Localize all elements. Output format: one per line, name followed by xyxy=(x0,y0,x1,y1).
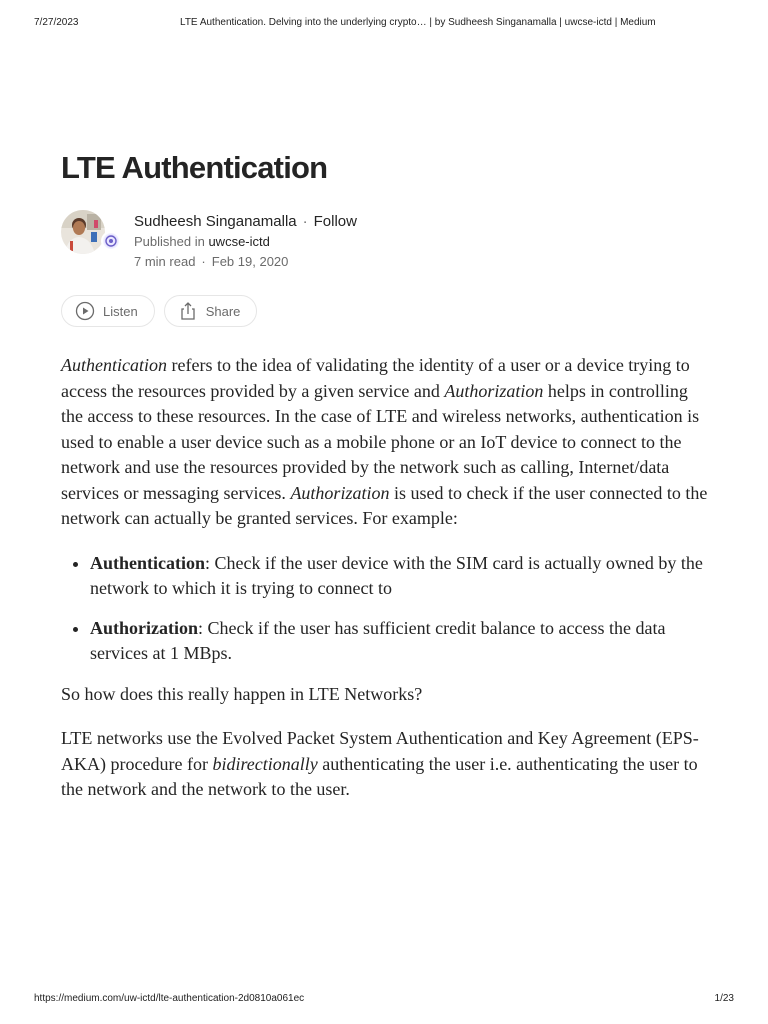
publication-logo[interactable] xyxy=(101,231,121,251)
published-in-label: Published in xyxy=(134,234,205,249)
emphasis-authorization: Authorization xyxy=(444,380,544,401)
print-page-title: LTE Authentication. Delving into the underlying crypto… | by Sudheesh Singanamalla | uwcse-ictd | Medium xyxy=(180,17,656,28)
emphasis-authentication: Authentication xyxy=(61,355,167,375)
list-term: Authorization xyxy=(90,617,198,638)
text-span: LTE networks use the Evolved Packet System Authentication and Key Agreement (EPS-AKA) procedure for xyxy=(61,728,699,774)
print-url: https://medium.com/uw-ictd/lte-authentication-2d0810a061ec xyxy=(34,993,305,1004)
play-icon xyxy=(75,301,95,321)
print-footer xyxy=(0,993,768,1007)
print-date: 7/27/2023 xyxy=(34,17,79,28)
article-actions xyxy=(61,295,257,327)
list-term: Authentication xyxy=(90,552,206,573)
article-meta xyxy=(134,211,357,272)
share-label: Share xyxy=(205,303,241,319)
read-time: 7 min read xyxy=(134,254,196,269)
emphasis-authorization: Authorization xyxy=(290,482,390,503)
publish-date: Feb 19, 2020 xyxy=(211,254,289,269)
paragraph xyxy=(61,353,711,532)
publication-link[interactable]: uwcse-ictd xyxy=(208,234,270,249)
follow-button[interactable]: Follow xyxy=(313,212,357,230)
listen-button[interactable] xyxy=(61,295,155,327)
bullet-list xyxy=(61,551,711,667)
text-span: refers to the idea of validating the identity of a user or a device trying to access the resources provided by a given service and xyxy=(61,355,690,401)
list-text: : Check if the user device with the SIM card is actually owned by the network to which it is trying to connect to xyxy=(90,552,703,598)
text-span: is used to check if the user connected to the network can actually be granted services. For example: xyxy=(61,482,708,528)
text-span: authenticating the user i.e. authenticating the user to the network and the network to the user. xyxy=(61,753,698,799)
article-body xyxy=(61,353,711,803)
separator-dot: · xyxy=(302,212,308,230)
share-icon xyxy=(178,301,198,321)
page-number: 1/23 xyxy=(714,993,734,1004)
separator-dot: · xyxy=(201,254,206,269)
print-header xyxy=(0,17,768,31)
list-item xyxy=(90,551,711,602)
listen-label: Listen xyxy=(103,303,138,319)
text-span: helps in controlling the access to these resources. In the case of LTE and wireless networks, authentication is used to enable a user device such as a mobile phone or an IoT device to connect to the network and use the resources provided by the network such as calling, Internet/data services or messaging services. xyxy=(61,380,700,503)
list-text: : Check if the user has sufficient credit balance to access the data services at 1 MBps. xyxy=(90,617,666,663)
article-title: LTE Authentication xyxy=(61,150,328,185)
author-name[interactable]: Sudheesh Singanamalla xyxy=(134,212,297,230)
paragraph: So how does this really happen in LTE Networks? xyxy=(61,683,423,704)
share-button[interactable] xyxy=(164,295,258,327)
list-item xyxy=(90,616,711,667)
emphasis-bidirectionally: bidirectionally xyxy=(212,753,318,774)
paragraph xyxy=(61,726,711,803)
author-avatar[interactable] xyxy=(61,210,105,254)
